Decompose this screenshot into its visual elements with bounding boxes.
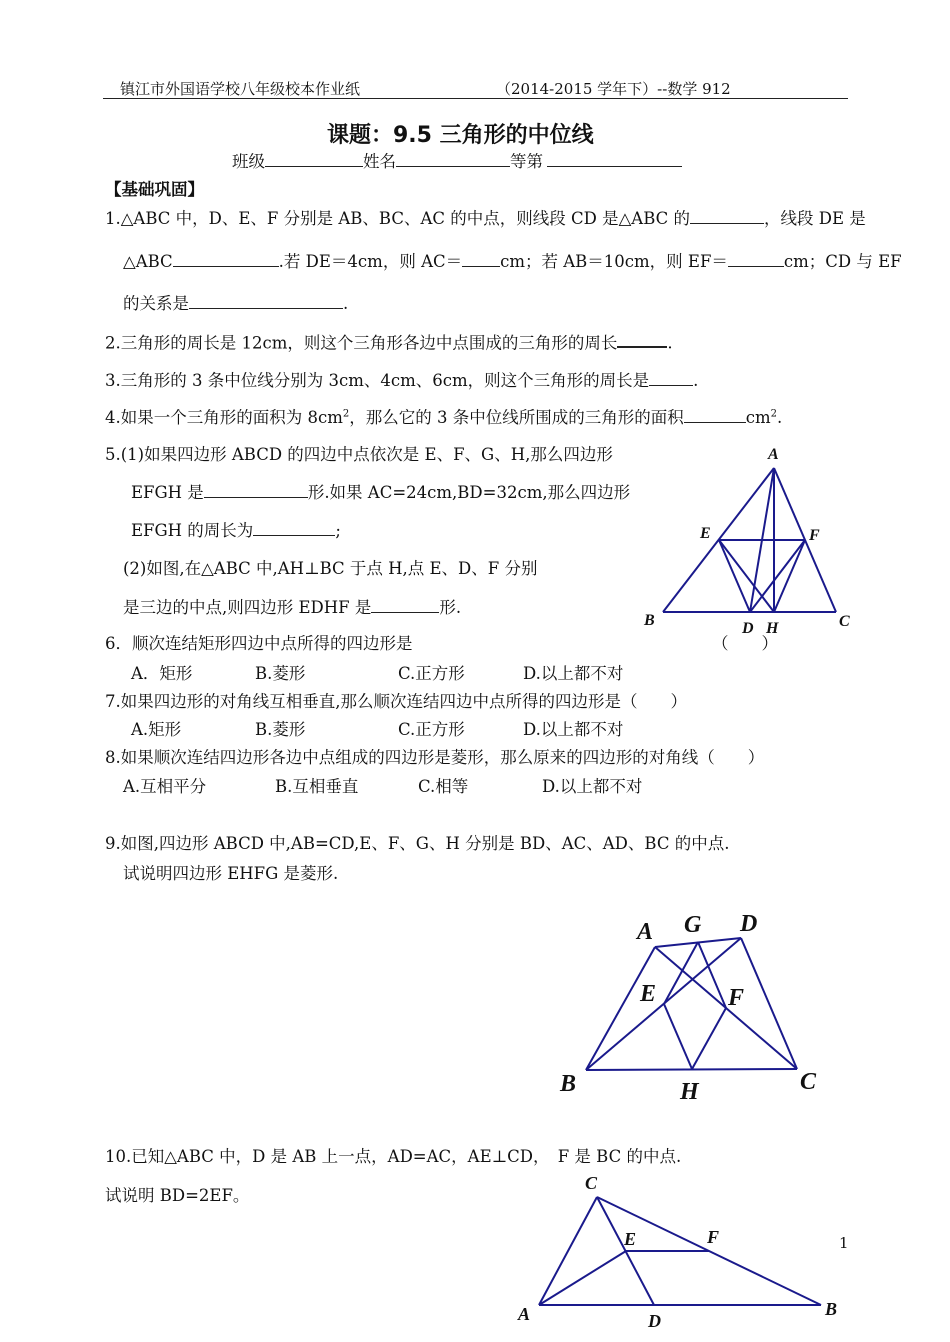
q4-sup: 2	[342, 408, 350, 420]
q4-unit: cm	[745, 408, 771, 427]
fig1-label-h: H	[766, 620, 779, 637]
q2-end: .	[667, 333, 673, 353]
fig3-seg-AE	[539, 1251, 626, 1305]
fig2-seg-HF	[692, 1008, 726, 1069]
q9-line1: 9.如图,四边形 ABCD 中,AB=CD,E、F、G、H 分别是 BD、AC、AD、BC 的中点.	[105, 834, 730, 853]
fig2-label-e: E	[640, 981, 657, 1007]
fig1-seg-FD	[750, 540, 805, 612]
q6-option-d: D.以上都不对	[523, 664, 624, 683]
q8-option-c: C.相等	[418, 777, 469, 796]
q4-blank	[684, 405, 746, 423]
q1-blank-1	[690, 206, 764, 224]
fig3-label-d: D	[648, 1311, 661, 1331]
fig3-label-a: A	[518, 1304, 531, 1324]
fig2-label-f: F	[728, 985, 745, 1011]
page-number: 1	[839, 1234, 849, 1252]
q10-line1: 10.已知△ABC 中，D 是 AB 上一点，AD=AC，AE⊥CD， F 是 BC 的中点.	[105, 1147, 682, 1166]
fig1-label-d: D	[742, 620, 754, 637]
q8-option-d: D.以上都不对	[542, 777, 643, 796]
q5-text-l5b: 形.	[439, 598, 462, 617]
figure-quadrilateral	[555, 905, 835, 1110]
q1-blank-5	[189, 291, 343, 309]
q3	[105, 367, 698, 391]
q5-line2	[131, 479, 630, 503]
q7-option-d: D.以上都不对	[523, 720, 624, 739]
class-label: 班级	[232, 152, 265, 171]
q1-text-b1: △ABC	[123, 252, 173, 271]
fig1-label-a: A	[768, 446, 779, 463]
q6-option-c: C.正方形	[398, 664, 465, 683]
q5-blank-2	[253, 518, 335, 536]
fig1-label-b: B	[644, 612, 655, 629]
q5-line1: 5.(1)如果四边形 ABCD 的四边中点依次是 E、F、G、H,那么四边形	[105, 445, 613, 464]
q2-blank	[617, 329, 667, 348]
q1-line2	[123, 248, 902, 272]
q5-blank-1	[204, 480, 308, 498]
q4-text: 4.如果一个三角形的面积为 8cm	[105, 408, 343, 427]
q8-option-b: B.互相垂直	[275, 777, 359, 796]
name-blank	[396, 149, 510, 167]
q5-blank-3	[371, 595, 439, 613]
page-title: 课题：9.5 三角形的中位线	[327, 123, 594, 148]
q5-text-l2a: EFGH 是	[131, 483, 204, 502]
fig3-label-e: E	[624, 1229, 637, 1249]
q2	[105, 329, 673, 353]
q1-text-a-end: ，线段 DE 是	[764, 209, 866, 228]
fig2-seg-GE	[664, 942, 698, 1004]
fig2-label-h: H	[680, 1079, 699, 1105]
q1-blank-4	[728, 249, 784, 267]
q1-blank-3	[462, 249, 500, 267]
q1-text-b4: cm；CD 与 EF	[783, 252, 902, 271]
q1-line3	[123, 290, 348, 314]
q4-end: .	[777, 408, 783, 427]
q4	[105, 404, 782, 428]
q3-text: 3.三角形的 3 条中位线分别为 3cm、4cm、6cm，则这个三角形的周长是	[105, 371, 650, 390]
fig2-label-d: D	[740, 911, 758, 937]
q5-text-l3a: EFGH 的周长为	[131, 521, 254, 540]
fig2-seg-DC	[741, 938, 797, 1069]
q5-line4: (2)如图,在△ABC 中,AH⊥BC 于点 H,点 E、D、F 分别	[123, 559, 538, 578]
q6-text: 6．顺次连结矩形四边中点所得的四边形是	[105, 634, 413, 653]
q8-option-a: A.互相平分	[123, 777, 207, 796]
q7-option-b: B.菱形	[255, 720, 306, 739]
fig1-label-f: F	[809, 527, 820, 544]
section-heading: 【基础巩固】	[105, 180, 204, 199]
figure-triangle-bd-ef	[510, 1165, 850, 1342]
fig3-label-c: C	[585, 1173, 598, 1193]
fig2-seg-DB	[586, 938, 741, 1070]
q6-option-a: A．矩形	[131, 664, 193, 683]
fig2-seg-BA	[586, 947, 655, 1070]
fig2-label-a: A	[637, 919, 654, 945]
fig1-seg-EH	[719, 540, 774, 612]
q3-end: .	[693, 371, 699, 390]
q8-text: 8.如果顺次连结四边形各边中点组成的四边形是菱形，那么原来的四边形的对角线（ ）	[105, 748, 765, 767]
fig1-label-c: C	[839, 613, 850, 630]
grade-label: 等第	[510, 152, 543, 171]
figure-triangle-midpoints	[636, 440, 858, 640]
q9-line2: 试说明四边形 EHFG 是菱形.	[123, 864, 339, 883]
q5-line3	[131, 517, 341, 541]
q5-text-l5a: 是三边的中点,则四边形 EDHF 是	[123, 598, 372, 617]
q10-line2: 试说明 BD=2EF。	[105, 1186, 250, 1205]
q5-line5	[123, 594, 461, 618]
fig2-label-c: C	[800, 1069, 817, 1095]
fig2-label-b: B	[560, 1071, 577, 1097]
q4-mid: ，那么它的 3 条中位线所围成的三角形的面积	[349, 408, 684, 427]
q1-blank-2	[173, 249, 279, 267]
fig3-label-f: F	[707, 1227, 720, 1247]
q3-blank	[649, 368, 693, 386]
q2-text: 2.三角形的周长是 12cm，则这个三角形各边中点围成的三角形的周长	[105, 333, 618, 353]
header-term: （2014-2015 学年下）--数学 912	[496, 80, 731, 98]
q7-text: 7.如果四边形的对角线互相垂直,那么顺次连结四边中点所得的四边形是（ ）	[105, 692, 687, 711]
header-rule	[103, 98, 848, 99]
fig1-label-e: E	[700, 525, 711, 542]
name-label: 姓名	[363, 152, 396, 171]
q5-text-l2b: 形.如果 AC=24cm,BD=32cm,那么四边形	[307, 483, 631, 502]
q1-text-c2: .	[343, 294, 349, 313]
q5-text-l3b: ;	[335, 521, 341, 540]
q4-unit-sup: 2	[770, 408, 778, 420]
q1-text-c1: 的关系是	[123, 294, 189, 313]
grade-blank	[547, 149, 682, 167]
class-blank	[265, 149, 363, 167]
q1-text-b2: .若 DE＝4cm，则 AC＝	[278, 252, 463, 271]
fig2-label-g: G	[684, 912, 702, 938]
q1-text-a: 1.△ABC 中，D、E、F 分别是 AB、BC、AC 的中点，则线段 CD 是△ABC 的	[105, 209, 690, 228]
q7-option-c: C.正方形	[398, 720, 465, 739]
q6-option-b: B.菱形	[255, 664, 306, 683]
q1-text-b3: cm；若 AB＝10cm，则 EF＝	[500, 252, 728, 271]
q7-option-a: A.矩形	[131, 720, 182, 739]
fig3-seg-CA	[539, 1197, 597, 1305]
student-info-line	[232, 148, 682, 172]
fig3-label-b: B	[825, 1299, 838, 1319]
q6-paren: （ ）	[712, 634, 778, 653]
fig2-seg-FG	[698, 942, 726, 1008]
q1-line1	[105, 205, 866, 229]
fig2-seg-EH	[664, 1004, 692, 1069]
header-school: 镇江市外国语学校八年级校本作业纸	[120, 80, 361, 98]
